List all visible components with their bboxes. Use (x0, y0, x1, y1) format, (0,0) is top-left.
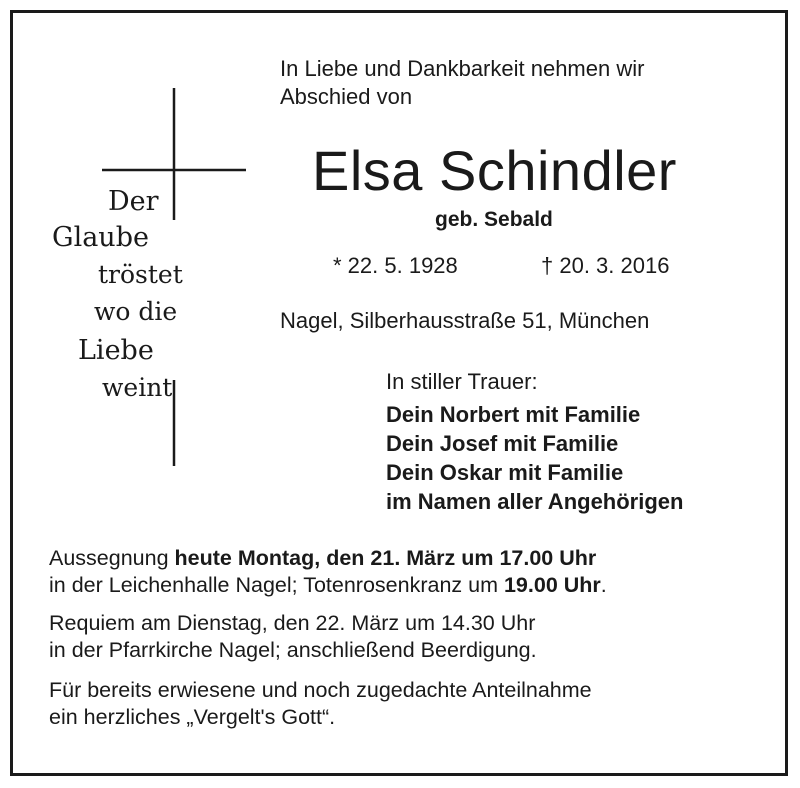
cross-quote-graphic (50, 80, 260, 480)
intro-line-1: In Liebe und Dankbarkeit nehmen wir (280, 56, 645, 81)
service-line-1 (49, 545, 607, 572)
service-text: Aussegnung (49, 546, 175, 570)
requiem-paragraph (49, 610, 537, 664)
requiem-line-2: in der Pfarrkirche Nagel; anschließend Beerdigung. (49, 638, 537, 662)
maiden-name: geb. Sebald (435, 208, 553, 231)
intro-text (280, 55, 644, 111)
requiem-line-1: Requiem am Dienstag, den 22. März um 14.30 Uhr (49, 611, 536, 635)
quote-line-troestet: tröstet (98, 260, 183, 289)
service-paragraph-1 (49, 545, 607, 599)
service-text: . (600, 573, 607, 597)
quote-line-glaube: Glaube (52, 222, 149, 253)
death-date: † 20. 3. 2016 (541, 253, 670, 278)
thanks-line-2: ein herzliches „Vergelt's Gott“. (49, 705, 336, 729)
mourners-intro: In stiller Trauer: (386, 369, 538, 394)
birth-date: * 22. 5. 1928 (333, 253, 458, 278)
address: Nagel, Silberhausstraße 51, München (280, 308, 650, 333)
service-line-2 (49, 572, 607, 599)
quote-line-weint: weint (102, 373, 173, 402)
deceased-name: Elsa Schindler (312, 139, 677, 202)
quote-line-liebe: Liebe (78, 335, 154, 366)
quote-line-der: Der (108, 186, 159, 217)
service-text: in der Leichenhalle Nagel; Totenrosenkranz um (49, 573, 504, 597)
mourner-line: Dein Josef mit Familie (386, 431, 619, 456)
mourner-line: Dein Norbert mit Familie (386, 402, 641, 427)
intro-line-2: Abschied von (280, 84, 413, 109)
service-date-emphasis: heute Montag, den 21. März um 17.00 Uhr (174, 546, 597, 570)
rosary-time-emphasis: 19.00 Uhr (503, 573, 601, 597)
thanks-line-1: Für bereits erwiesene und noch zugedachte Anteilnahme (49, 678, 592, 702)
mourner-line: im Namen aller Angehörigen (386, 489, 684, 514)
thanks-paragraph (49, 677, 592, 731)
quote-line-wo-die: wo die (94, 297, 178, 326)
mourner-line: Dein Oskar mit Familie (386, 460, 624, 485)
